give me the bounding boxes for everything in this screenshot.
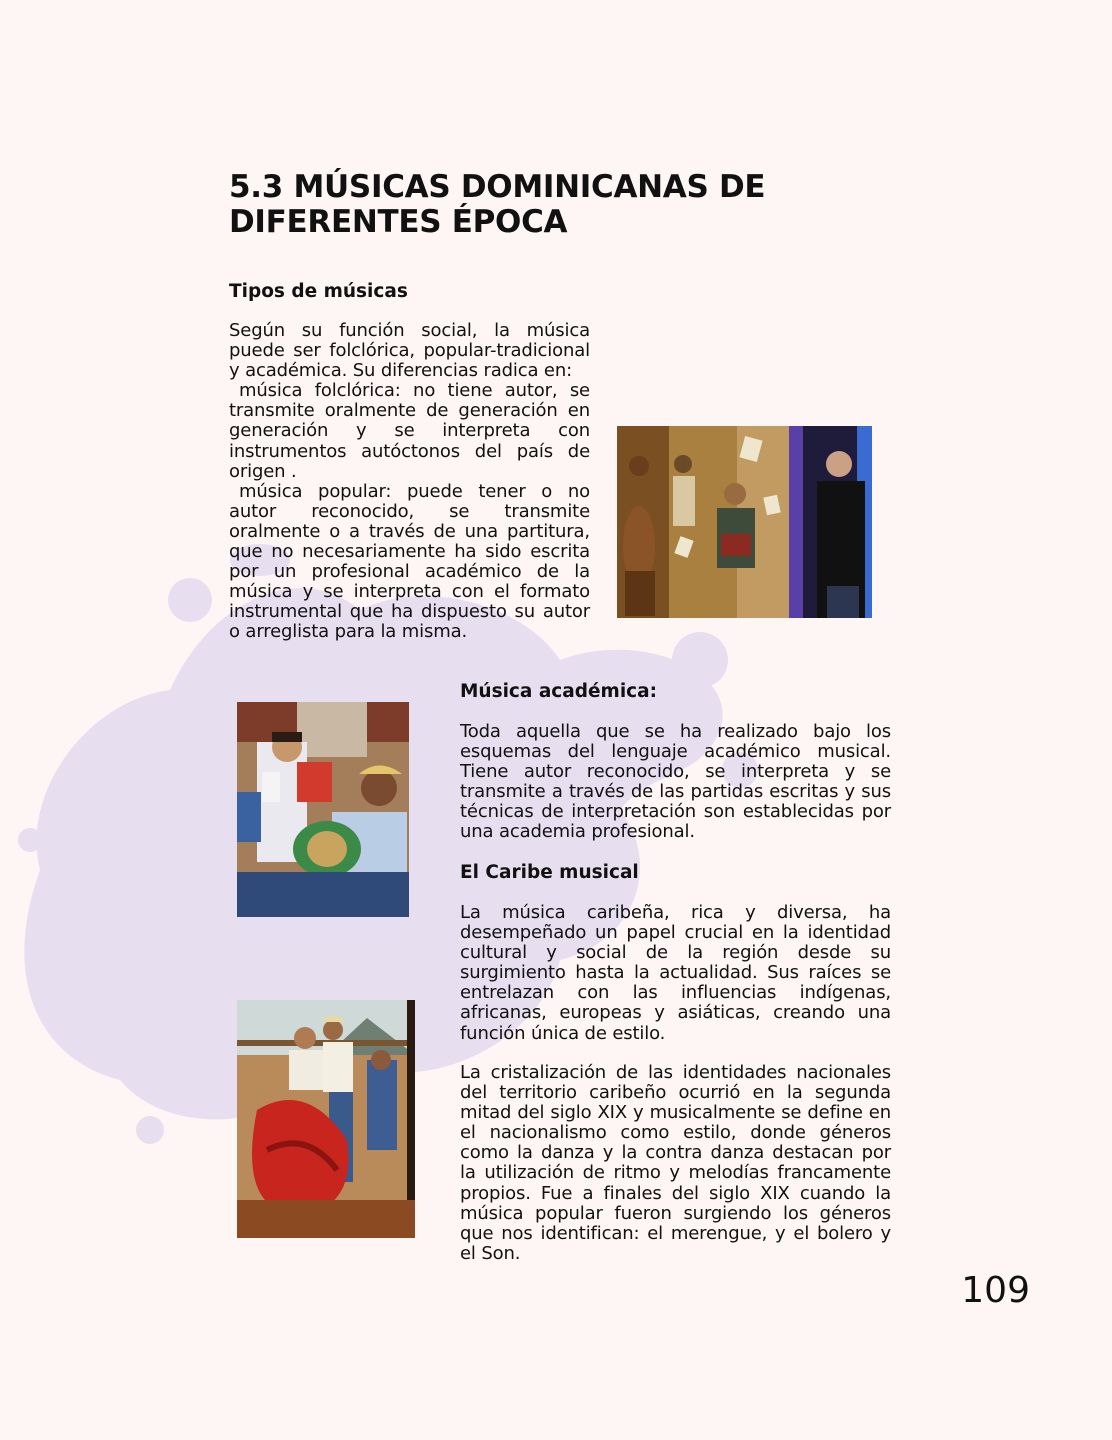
tipos-popular: música popular: puede tener o no autor reconocido, se transmite oralmente o a través de una partitura, que no necesariamente ha sido escrita por un profesional académico de la música y se interpreta con el formato instrumental que ha dispuesto su autor o arreglista para la misma.	[229, 480, 590, 643]
merengue-musicians-painting	[237, 702, 409, 917]
section-heading-academica: Música académica:	[460, 681, 658, 702]
section-heading-caribe: El Caribe musical	[460, 862, 639, 883]
tipos-text	[229, 321, 590, 643]
caribe-paragraph-2: La cristalización de las identidades nacionales del territorio caribeño ocurrió en la segunda mitad del siglo XIX y musicalmente se define en el nacionalismo como estilo, donde géneros como la danza y la contra danza destacan por la utilización de ritmo y melodías francamente propios. Fue a finales del siglo XIX cuando la música popular fueron surgiendo los géneros que nos identifican: el merengue, y el bolero y el Son.	[460, 1062, 891, 1264]
tipos-intro: Según su función social, la música puede ser folclórica, popular-tradicional y académica. Su diferencias radica en:	[229, 320, 590, 382]
caribe-paragraph-1: La música caribeña, rica y diversa, ha desempeñado un papel crucial en la identidad cultural y social de la región desde su surgimiento hasta la actualidad. Sus raíces se entrelazan con las influencias indígenas, africanas, europeas y asiáticas, creando una función única de estilo.	[460, 902, 891, 1044]
academica-text: Toda aquella que se ha realizado bajo los esquemas del lenguaje académico musical. Tiene autor reconocido, se interpreta y se transmite a través de las partidas escritas y sus técnicas de interpretación son establecidas por una academia profesional.	[460, 721, 891, 843]
section-heading-tipos: Tipos de músicas	[229, 281, 408, 302]
merengue-dancers-painting	[237, 1000, 415, 1238]
tipos-folclorica: música folclórica: no tiene autor, se transmite oralmente de generación en generación y se interpreta con instrumentos autóctonos del país de origen .	[229, 380, 590, 482]
page-title: 5.3 MÚSICAS DOMINICANAS DE DIFERENTES ÉPOCA	[229, 169, 766, 240]
music-evolution-image	[617, 426, 872, 618]
page-number: 109	[961, 1270, 1030, 1311]
